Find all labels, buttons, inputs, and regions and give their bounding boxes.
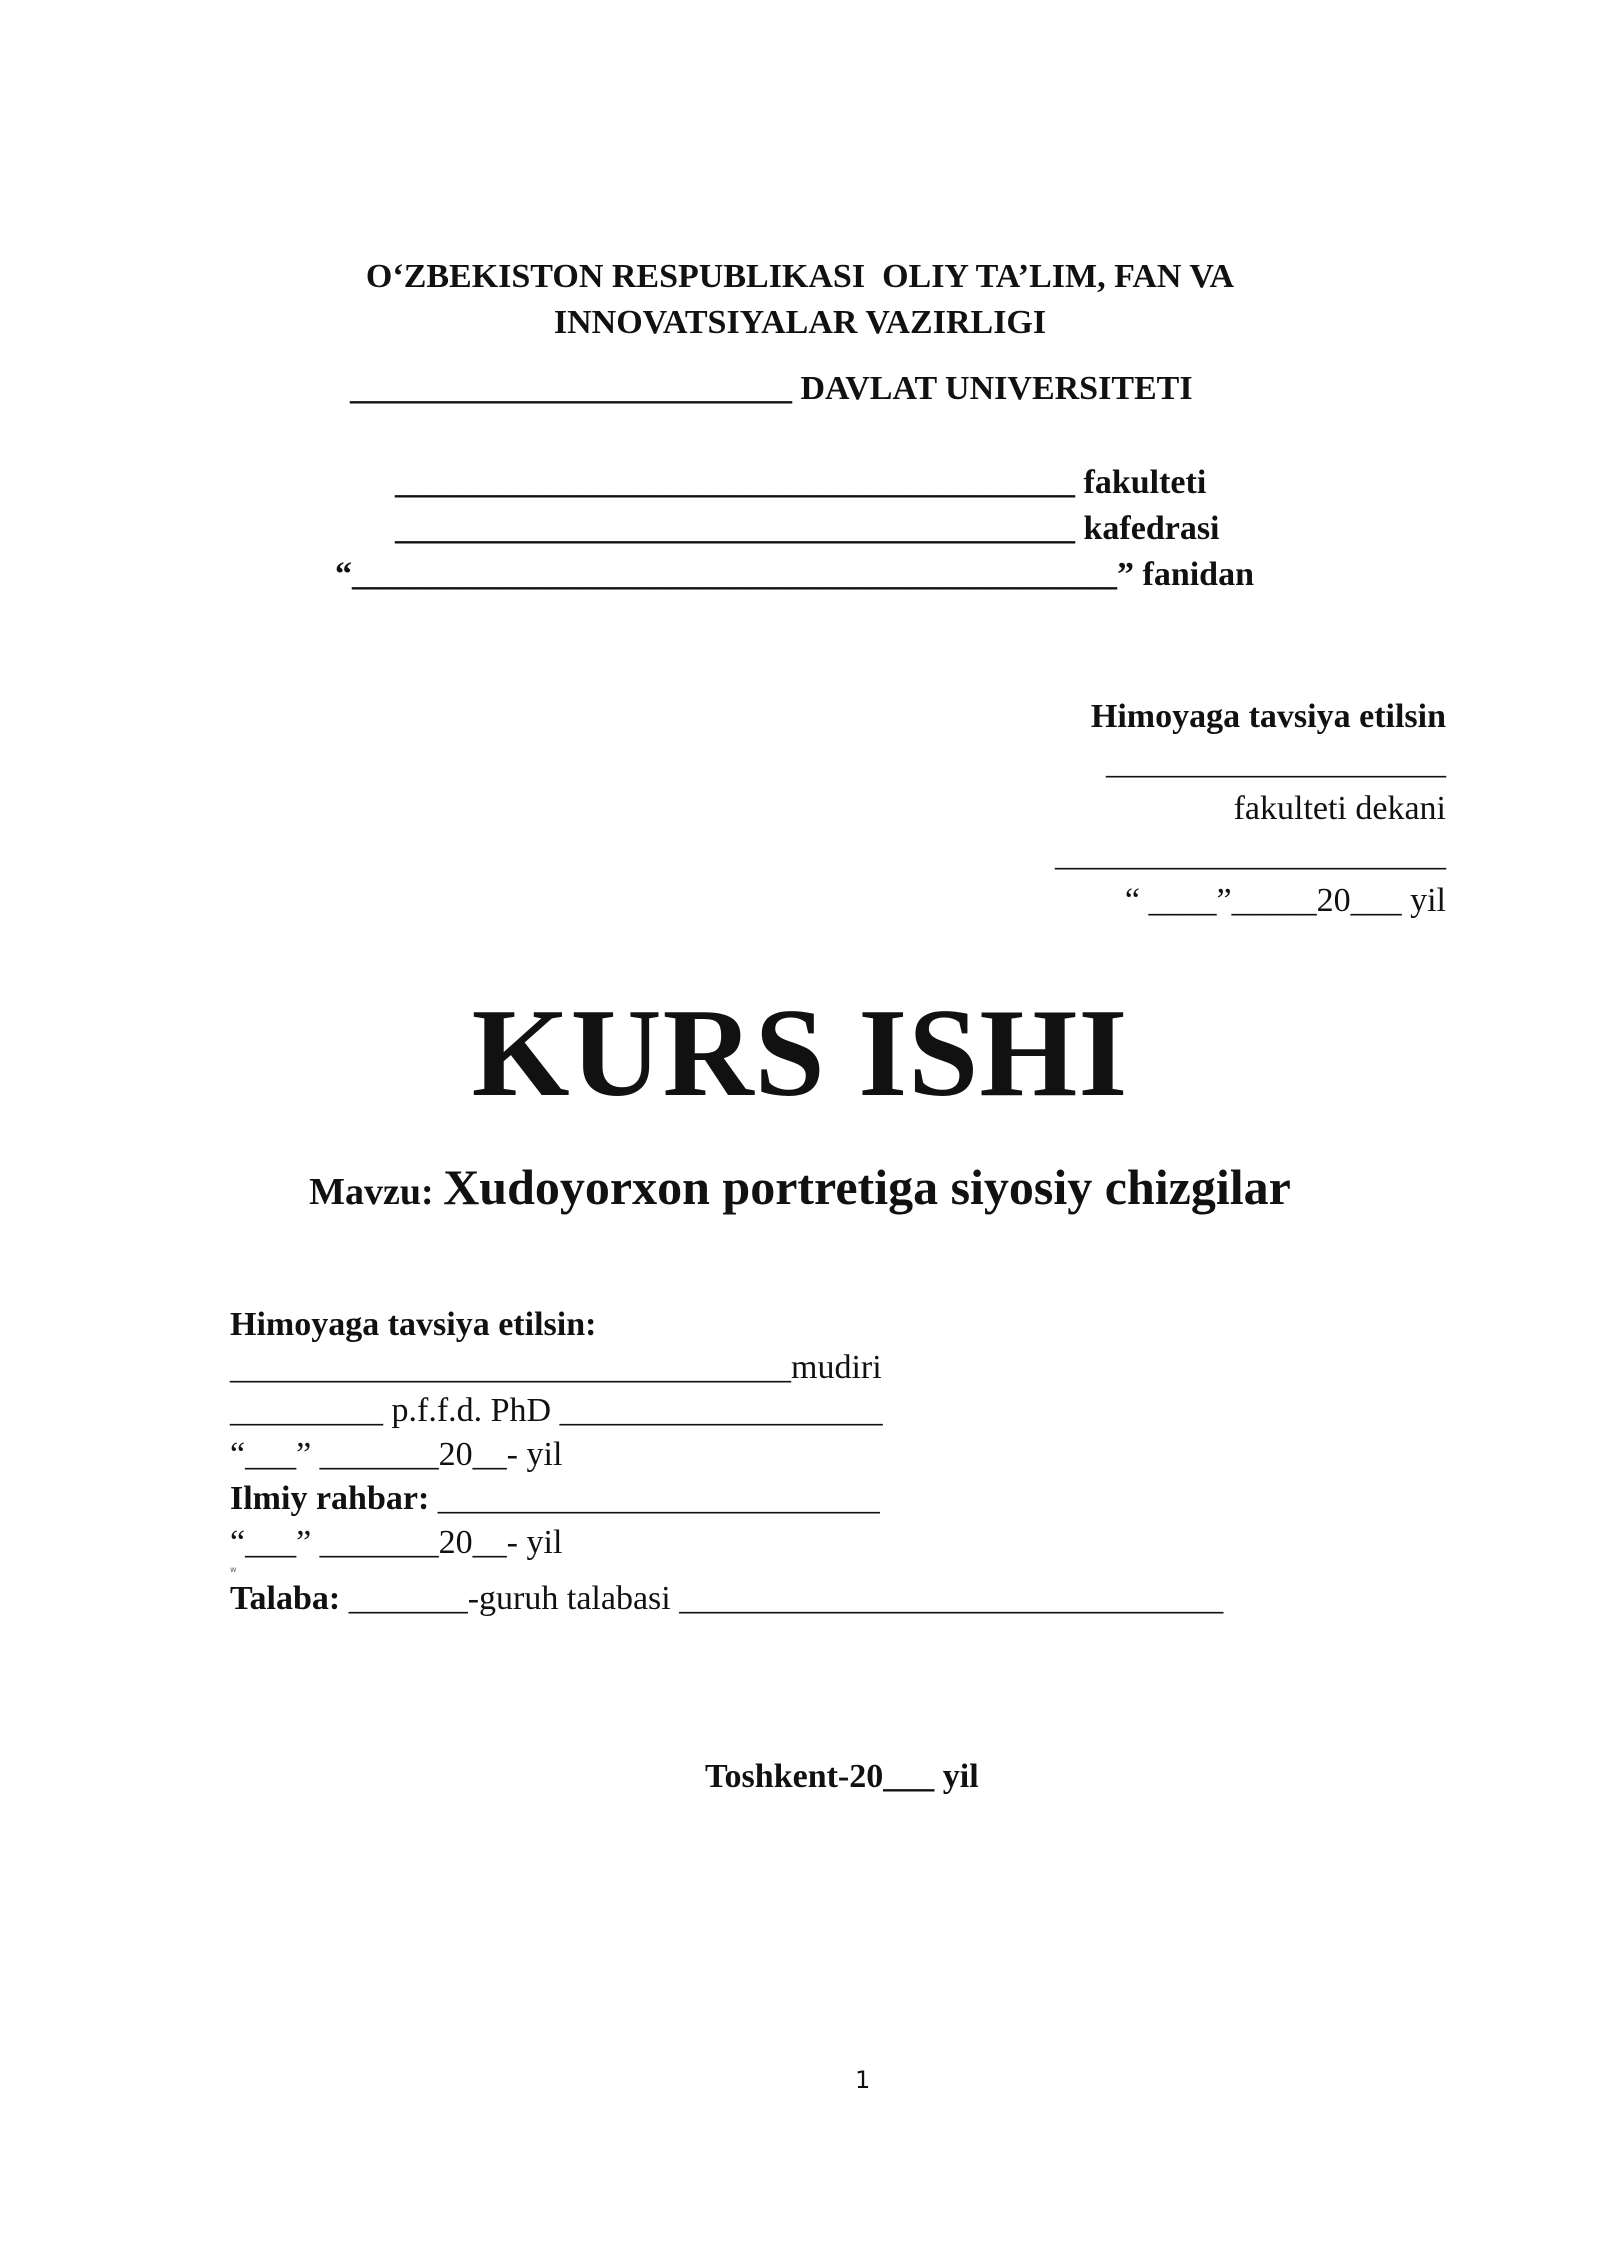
topic-label: Mavzu: [309, 1171, 444, 1213]
bottom-approval-heading: Himoyaga tavsiya etilsin: [230, 1306, 597, 1343]
department-line: ________________________________________ kafedrasi [395, 510, 1220, 547]
ministry-line-2: INNOVATSIYALAR VAZIRLIGI [553, 304, 1047, 341]
dean-approval-blank-1: ____________________ [1106, 744, 1446, 781]
dean-position: fakulteti dekani [1233, 790, 1446, 827]
head-of-department-line [230, 1349, 882, 1387]
faculty-line: ________________________________________ fakulteti [395, 464, 1207, 501]
head-line-label: mudiri [791, 1349, 882, 1386]
city-year: Toshkent-20___ yil [705, 1758, 979, 1795]
dean-approval-blank-2: _______________________ [1055, 836, 1446, 873]
university-blank: __________________________ [350, 370, 792, 407]
subject-line: “_____________________________________________” fanidan [335, 556, 1254, 593]
student-line [230, 1580, 1223, 1618]
page-number: 1 [855, 2066, 871, 2094]
dean-approval-date: “ ____”_____20___ yil [1124, 882, 1446, 919]
supervisor-line [230, 1480, 880, 1518]
student-value: _______-guruh talabasi ________________________________ [348, 1580, 1224, 1617]
student-label: Talaba: [230, 1580, 349, 1617]
topic-value: Xudoyorxon portretiga siyosiy chizgilar [443, 1159, 1291, 1215]
supervisor-label: Ilmiy rahbar: [230, 1480, 438, 1517]
tiny-mark: w [230, 1565, 237, 1574]
document-title: KURS ISHI [471, 984, 1129, 1123]
head-line-blank: _________________________________ [230, 1349, 791, 1386]
university-label: DAVLAT UNIVERSITETI [792, 370, 1193, 407]
date-line-1: “___” _______20__- yil [230, 1436, 563, 1473]
degree-line: _________ p.f.f.d. PhD ___________________ [230, 1392, 883, 1429]
topic-line [0, 1158, 1600, 1216]
supervisor-blank: __________________________ [437, 1480, 880, 1517]
ministry-line-1: O‘ZBEKISTON RESPUBLIKASI OLIY TA’LIM, FAN VA [365, 258, 1235, 295]
dean-approval-heading: Himoyaga tavsiya etilsin [1090, 698, 1446, 735]
date-line-2: “___” _______20__- yil [230, 1524, 563, 1561]
university-line [350, 370, 1193, 408]
